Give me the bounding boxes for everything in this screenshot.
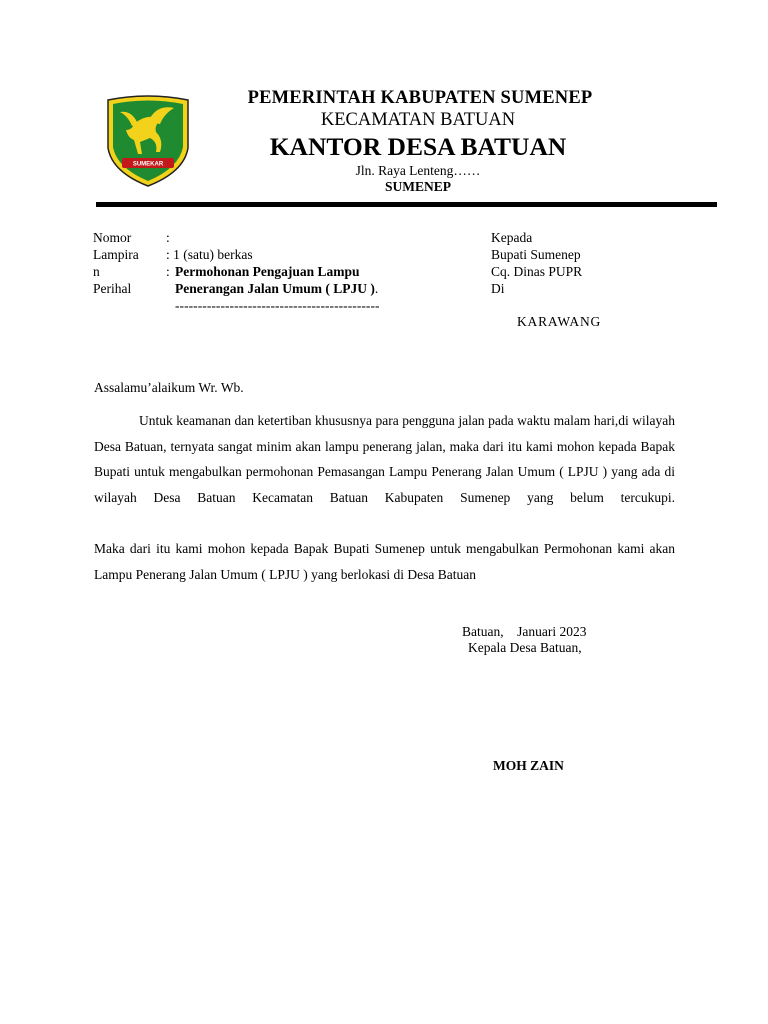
lampiran-label-b: n bbox=[93, 264, 100, 279]
header-city: SUMENEP bbox=[384, 179, 451, 194]
lampiran-label-a: Lampira bbox=[93, 247, 139, 262]
recipient-city: KARAWANG bbox=[517, 314, 602, 329]
logo-ribbon-text: SUMEKAR bbox=[132, 161, 164, 168]
paragraph-1-wrap bbox=[94, 408, 675, 510]
recipient-line3: Cq. Dinas PUPR bbox=[491, 264, 583, 279]
header-office: KANTOR DESA BATUAN bbox=[269, 132, 567, 161]
nomor-separator: : bbox=[166, 230, 170, 245]
perihal-label: Perihal bbox=[93, 281, 132, 296]
perihal-line2: Penerangan Jalan Umum ( LPJU ) bbox=[175, 281, 375, 296]
perihal-dot: . bbox=[374, 281, 379, 296]
lampiran-value: : 1 (satu) berkas bbox=[166, 247, 253, 262]
recipient-line1: Kepada bbox=[491, 230, 533, 245]
paragraph-2: Maka dari itu kami mohon kepada Bapak Bupati Sumenep untuk mengabulkan Permohonan kami akan Lampu Penerang Jalan Umum ( LPJU ) yang berlokasi di Desa Batuan bbox=[94, 541, 675, 582]
nomor-label: Nomor bbox=[93, 230, 132, 245]
paragraph-1: Untuk keamanan dan ketertiban khususnya para pengguna jalan pada waktu malam hari,di wilayah Desa Batuan, ternyata sangat minim akan lampu penerang jalan, maka dari itu kami mohon kepada Bapak Bupati untuk mengabulkan permohonan Pemasangan Lampu Penerang Jalan Umum ( LPJU ) yang ada di wilayah Desa Batuan Kecamatan Batuan Kabupaten Sumenep yang belum tercukupi. bbox=[94, 413, 675, 505]
signature-name: MOH ZAIN bbox=[493, 758, 564, 773]
perihal-separator: : bbox=[166, 264, 170, 279]
perihal-line2-wrap bbox=[175, 281, 378, 297]
header-government: PEMERINTAH KABUPATEN SUMENEP bbox=[247, 88, 593, 108]
perihal-line1: Permohonan Pengajuan Lampu bbox=[175, 264, 360, 279]
perihal-dashes: --------------------------------------------- bbox=[175, 298, 380, 313]
header-address: Jln. Raya Lenteng…… bbox=[355, 163, 481, 178]
recipient-line4: Di bbox=[491, 281, 505, 296]
signature-date: Batuan, Januari 2023 bbox=[462, 624, 587, 639]
signature-title: Kepala Desa Batuan, bbox=[468, 640, 582, 655]
header-district: KECAMATAN BATUAN bbox=[320, 110, 516, 130]
greeting: Assalamu’alaikum Wr. Wb. bbox=[94, 380, 244, 395]
header-divider bbox=[96, 202, 717, 207]
recipient-line2: Bupati Sumenep bbox=[491, 247, 581, 262]
